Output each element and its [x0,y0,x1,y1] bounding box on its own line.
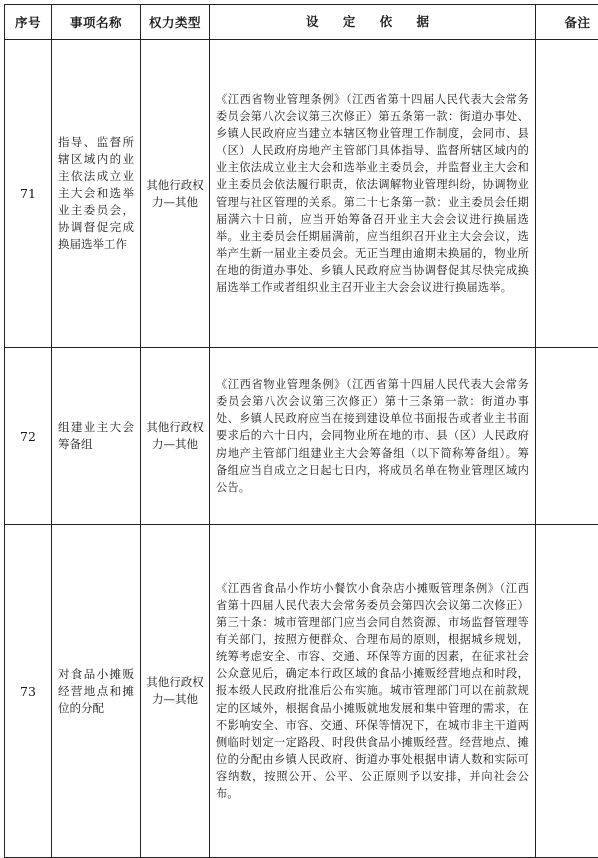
power-type-cell: 其他行政权力—其他 [141,40,210,348]
remarks-cell [536,525,598,858]
remarks-cell [536,40,598,348]
legal-basis-cell: 《江西省食品小作坊小餐饮小食杂店小摊贩管理条例》（江西省第十四届人民代表大会常务委员会第四次会议第二次修正）第三十条：城市管理部门应当会同自然资源、市场监督管理等有关部门，按照方便群众、合理布局的原则，根据城乡规划，统筹考虑安全、市容、交通、环保等方面的因素，在征求社会公众意见后，确定本行政区域的食品小摊贩经营地点和时段，报本级人民政府批准后公布实施。城市管理部门可以在前款规定的区域外，根据食品小摊贩就地发展和集中管理的需求，在不影响安全、市容、交通、环保等情况下，在城市非主干道两侧临时划定一定路段、时段供食品小摊贩经营。经营地点、摊位的分配由乡镇人民政府、街道办事处根据申请人数和实际可容纳数，按照公开、公平、公正原则予以安排，并向社会公布。 [210,525,536,858]
header-power-type: 权力类型 [141,5,210,40]
power-list-table [4,4,598,858]
table-row [5,348,598,525]
serial-number-cell: 72 [5,348,52,525]
table-row [5,525,598,858]
remarks-cell [536,348,598,525]
item-name-cell: 组建业主大会筹备组 [52,348,141,525]
legal-basis-cell: 《江西省物业管理条例》（江西省第十四届人民代表大会常务委员会第八次会议第三次修正）第十三条第一款：街道办事处、乡镇人民政府应当在接到建设单位书面报告或者业主书面要求后的六十日内，会同物业所在地的市、县（区）人民政府房地产主管部门组建业主大会筹备组（以下简称筹备组）。筹备组应当自成立之日起七日内，将成员名单在物业管理区域内公告。 [210,348,536,525]
legal-basis-cell: 《江西省物业管理条例》（江西省第十四届人民代表大会常务委员会第八次会议第三次修正）第五条第一款：街道办事处、乡镇人民政府应当建立本辖区物业管理工作制度，会同市、县（区）人民政府房地产主管部门具体指导、监督所辖区域内的业主依法成立业主大会和选举业主委员会，并监督业主大会和业主委员会依法履行职责，依法调解物业管理纠纷，协调物业管理与社区管理的关系。第二十七条第一款：业主委员会任期届满六十日前，应当开始筹备召开业主大会会议进行换届选举。业主委员会任期届满前，应当组织召开业主大会会议，选举产生新一届业主委员会。无正当理由逾期未换届的，物业所在地的街道办事处、乡镇人民政府应当协调督促其尽快完成换届选举工作或者组织业主召开业主大会会议进行换届选举。 [210,40,536,348]
power-type-cell: 其他行政权力—其他 [141,525,210,858]
table-header-row [5,5,598,40]
item-name-cell: 对食品小摊贩经营地点和摊位的分配 [52,525,141,858]
power-type-cell: 其他行政权力—其他 [141,348,210,525]
header-serial-number: 序号 [5,5,52,40]
header-item-name: 事项名称 [52,5,141,40]
header-remarks: 备注 [536,5,598,40]
serial-number-cell: 71 [5,40,52,348]
header-legal-basis: 设 定 依 据 [210,5,536,40]
item-name-cell: 指导、监督所辖区域内的业主依法成立业主大会和选举业主委员会，协调督促完成换届选举工作 [52,40,141,348]
serial-number-cell: 73 [5,525,52,858]
table-row [5,40,598,348]
